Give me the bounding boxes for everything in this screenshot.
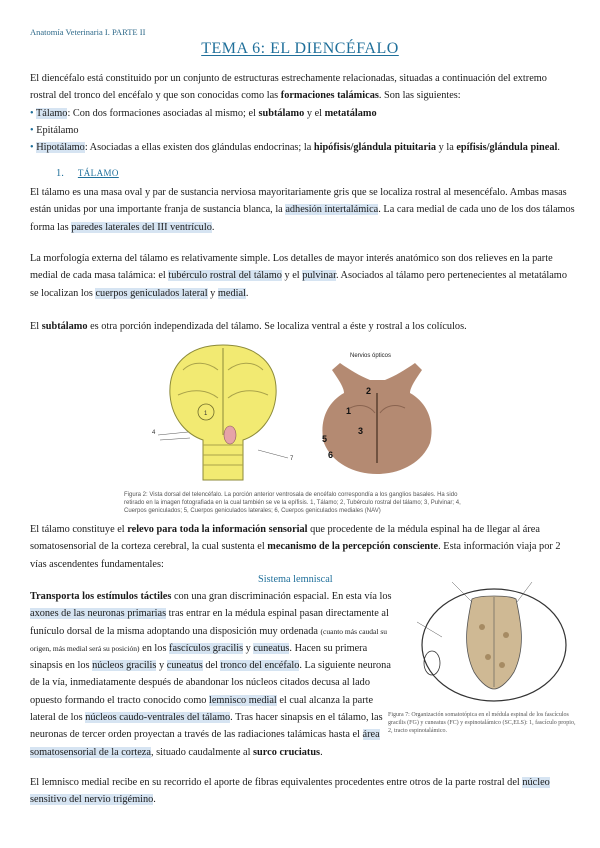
lemniscal-paragraph: Transporta los estímulos táctiles con una gran discriminación espacial. En esta vía los axones de las neuronas primarias tras entrar en la médula espinal pasan directamente al funículo dorsal de la misma adoptando una disposición muy ordenada (cuanto más caudal su origen, más medial será su posición) en los fascículos gracilis y cuneatus. Hacen su primera sinapsis en los núcleos gracilis y cuneatus del tronco del encéfalo. La siguiente neurona de la vía, inmediatamente después de abandonar los núcleos citados decusa al lado opuesto formando el tracto conocido como lemnisco medial el cual alcanza la parte lateral de los núcleos caudo-ventrales del tálamo. Tras hacer sinapsis en el tálamo, las neuronas de tercer orden proyectan a través de las radiaciones talámicas hasta el área somatosensorial de la corteza, situado caudalmente al surco cruciatus. [30,591,392,758]
section-heading-talamo: 1. TÁLAMO [56,168,119,179]
figure-number: 7 [290,456,294,462]
talamo-paragraph-1: El tálamo es una masa oval y par de sustancia nerviosa mayoritariamente gris que se localiza rostral al mesencéfalo. Ambas masas están unidas por una importante franja de sustancia blanca, la adhesión intertalámica. La cara medial de cada uno de los dos tálamos forma las paredes laterales del III ventrículo. [30,187,575,233]
optic-nerves-label: Nervios ópticos [350,353,392,359]
figure-2-caption: Figura 2: Vista dorsal del telencéfalo. La porción anterior ventrosala de encéfalo correspondía a los ganglios basales. Ha sido retirado en la imagen fotografiada en la cual también se ve la epífisis. 1, Tálamo; 2, Tubérculo rostral del tálamo; 3, Pulvinar; 4, Cuerpos geniculados; 5, Cuerpos geniculados laterales; 6, Cuerpos geniculados mediales (NAV) [124,492,461,514]
lemniscal-heading: Sistema lemniscal [258,574,333,585]
figure-number: 3 [358,426,364,436]
final-paragraph: El lemnisco medial recibe en su recorrido el aporte de fibras equivalentes procedentes entre otros de la parte rostral del núcleo sensitivo del nervio trigémino. [30,777,550,806]
figure-number: 2 [366,386,372,396]
page-title: TEMA 6: EL DIENCÉFALO [201,40,399,57]
figure-number: 1 [346,406,352,416]
brain-photo-figure [310,348,445,480]
subtalamo-paragraph: El subtálamo es otra porción independizada del tálamo. Se localiza ventral a éste y rostral a los colículos. [30,321,467,332]
course-header: Anatomía Veterinaria I. PARTE II [30,27,146,37]
brain-illustration-figure [148,340,298,485]
relevo-paragraph: El tálamo constituye el relevo para toda la información sensorial que procedente de la médula espinal ha de llegar al área somatosensorial de la corteza cerebral, la cual sustenta el mecanismo de la percepción consciente. Esta información viaja por 2 vías ascendentes fundamentales: [30,524,561,570]
figure-number: 1 [204,411,208,417]
intro-paragraph: El diencéfalo está constituido por un conjunto de estructuras estrechamente relacionadas, situadas a continuación del extremo rostral del tronco del encéfalo y que son conocidas como las formaciones talámicas. Son las siguientes: • Tálamo: Con dos formaciones asociadas al mismo; el subtálamo y el metatálamo • Epitálamo • Hipotálamo: Asociadas a ellas existen dos glándulas endocrinas; la hipófisis/glándula pituitaria y la epífisis/glándula pineal. [30,73,560,154]
figure-7-caption: Figura 7: Organización somatotópica en el médula espinal de los fascículos gracilis (FG) y cuneatus (FC) y espinotalámico (SC,ELS): 1, fascículo propio, 2, tracto espinotalámico. [388,712,576,734]
spinal-cord-figure [412,577,577,707]
talamo-paragraph-2: La morfología externa del tálamo es relativamente simple. Los detalles de mayor interés anatómico son dos relieves en la parte medial de cada masa talámica: el tubérculo rostral del tálamo y el pulvinar. Asociados al tálamo pero pertenecientes al metatálamo se localizan los cuerpos geniculados lateral y medial. [30,253,567,299]
figure-number: 6 [328,450,334,460]
figure-number: 5 [322,434,328,444]
figure-number: 4 [152,430,156,436]
